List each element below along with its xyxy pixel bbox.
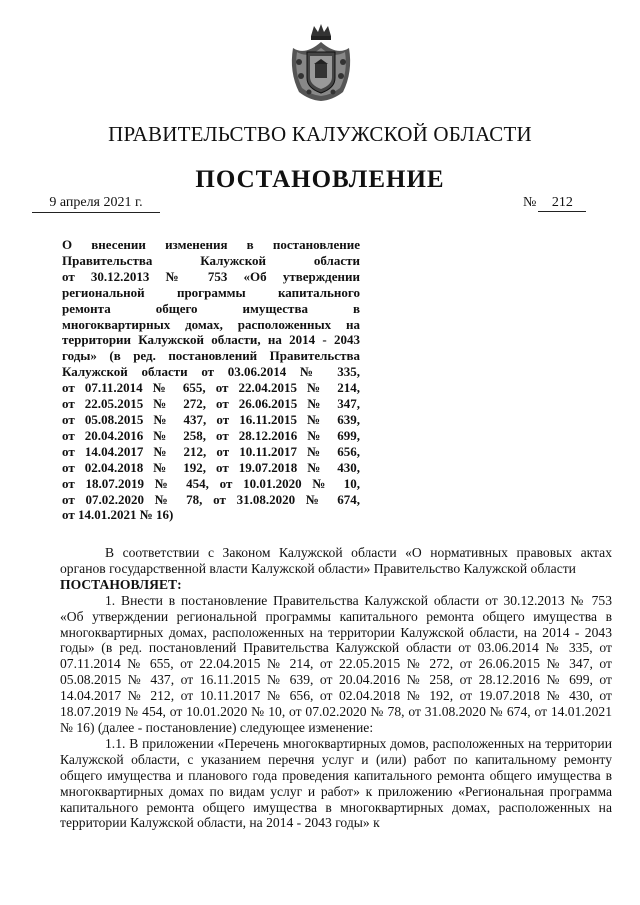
subject-line: от 02.04.2018 № 192, от 19.07.2018 № 430,	[62, 459, 360, 475]
subject-line: Калужской области от 03.06.2014 № 335,	[62, 364, 360, 380]
subject-line: О внесении изменения в постановление	[62, 237, 360, 252]
subject-line: от 22.05.2015 № 272, от 26.06.2015 № 347,	[62, 396, 360, 412]
subject-line: от 20.04.2016 № 258, от 28.12.2016 № 699,	[62, 427, 360, 443]
subject-line: региональной программы капитального	[62, 284, 360, 300]
item-1-1-paragraph: 1.1. В приложении «Перечень многоквартирных домов, расположенных на территории Калужской области, с указанием перечня услуг и (или) работ по капитальному ремонту общего имущества и планового года проведения капитального ремонта общего имущества в многоквартирных домах по видам услуг и работ» к приложению «Региональная программа капитального ремонта общего имущества в многоквартирных домах, расположенных на территории Калужской области, на 2014 - 2043 годы» к	[60, 735, 612, 831]
document-date: 9 апреля 2021 г.	[32, 195, 160, 213]
subject-line: от 05.08.2015 № 437, от 16.11.2015 № 639,	[62, 411, 360, 427]
subject-line: многоквартирных домах, расположенных на	[62, 316, 360, 332]
preamble-paragraph: В соответствии с Законом Калужской области «О нормативных правовых актах органов государственной власти Калужской области» Правительство Калужской области	[60, 545, 612, 576]
number-label: №	[523, 195, 537, 210]
subject-line: территории Калужской области, на 2014 - 2043	[62, 332, 360, 348]
item-1-paragraph: 1. Внести в постановление Правительства Калужской области от 30.12.2013 № 753 «Об утверждении региональной программы капитального ремонта общего имущества в многоквартирных домах, расположенных на территории Калужской области, на 2014 - 2043 годы» (в ред. постановлений Правительства Калужской области от 03.06.2014 № 335, от 07.11.2014 № 655, от 22.04.2015 № 214, от 22.05.2015 № 272, от 26.06.2015 № 347, от 05.08.2015 № 437, от 16.11.2015 № 639, от 20.04.2016 № 258, от 28.12.2016 № 699, от 14.04.2017 № 212, от 10.11.2017 № 656, от 02.04.2018 № 192, от 19.07.2018 № 430, от 18.07.2019 № 454, от 10.01.2020 № 10, от 07.02.2020 № 78, от 31.08.2020 № 674, от 14.01.2021 № 16) (далее - постановление) следующее изменение:	[60, 592, 612, 735]
subject-line: от 30.12.2013 № 753 «Об утверждении	[62, 268, 360, 284]
number-value: 212	[538, 195, 586, 212]
subject-line: от 14.01.2021 № 16)	[62, 507, 174, 523]
subject-line: Правительства Калужской области	[62, 252, 360, 268]
subject-line: от 18.07.2019 № 454, от 10.01.2020 № 10,	[62, 475, 360, 491]
document-type-heading: ПОСТАНОВЛЕНИЕ	[195, 166, 445, 193]
subject-line: от 14.04.2017 № 212, от 10.11.2017 № 656,	[62, 443, 360, 459]
government-title: ПРАВИТЕЛЬСТВО КАЛУЖСКОЙ ОБЛАСТИ	[108, 122, 532, 146]
subject-line: от 07.11.2014 № 655, от 22.04.2015 № 214,	[62, 380, 360, 396]
document-subject	[62, 237, 360, 523]
document-number	[523, 195, 586, 212]
document-body	[60, 545, 612, 831]
decree-word: ПОСТАНОВЛЯЕТ:	[60, 576, 182, 592]
subject-line: годы» (в ред. постановлений Правительства	[62, 348, 360, 364]
subject-line: ремонта общего имущества в	[62, 300, 360, 316]
kaluga-coat-of-arms-icon	[287, 22, 355, 102]
subject-line: от 07.02.2020 № 78, от 31.08.2020 № 674,	[62, 491, 360, 507]
